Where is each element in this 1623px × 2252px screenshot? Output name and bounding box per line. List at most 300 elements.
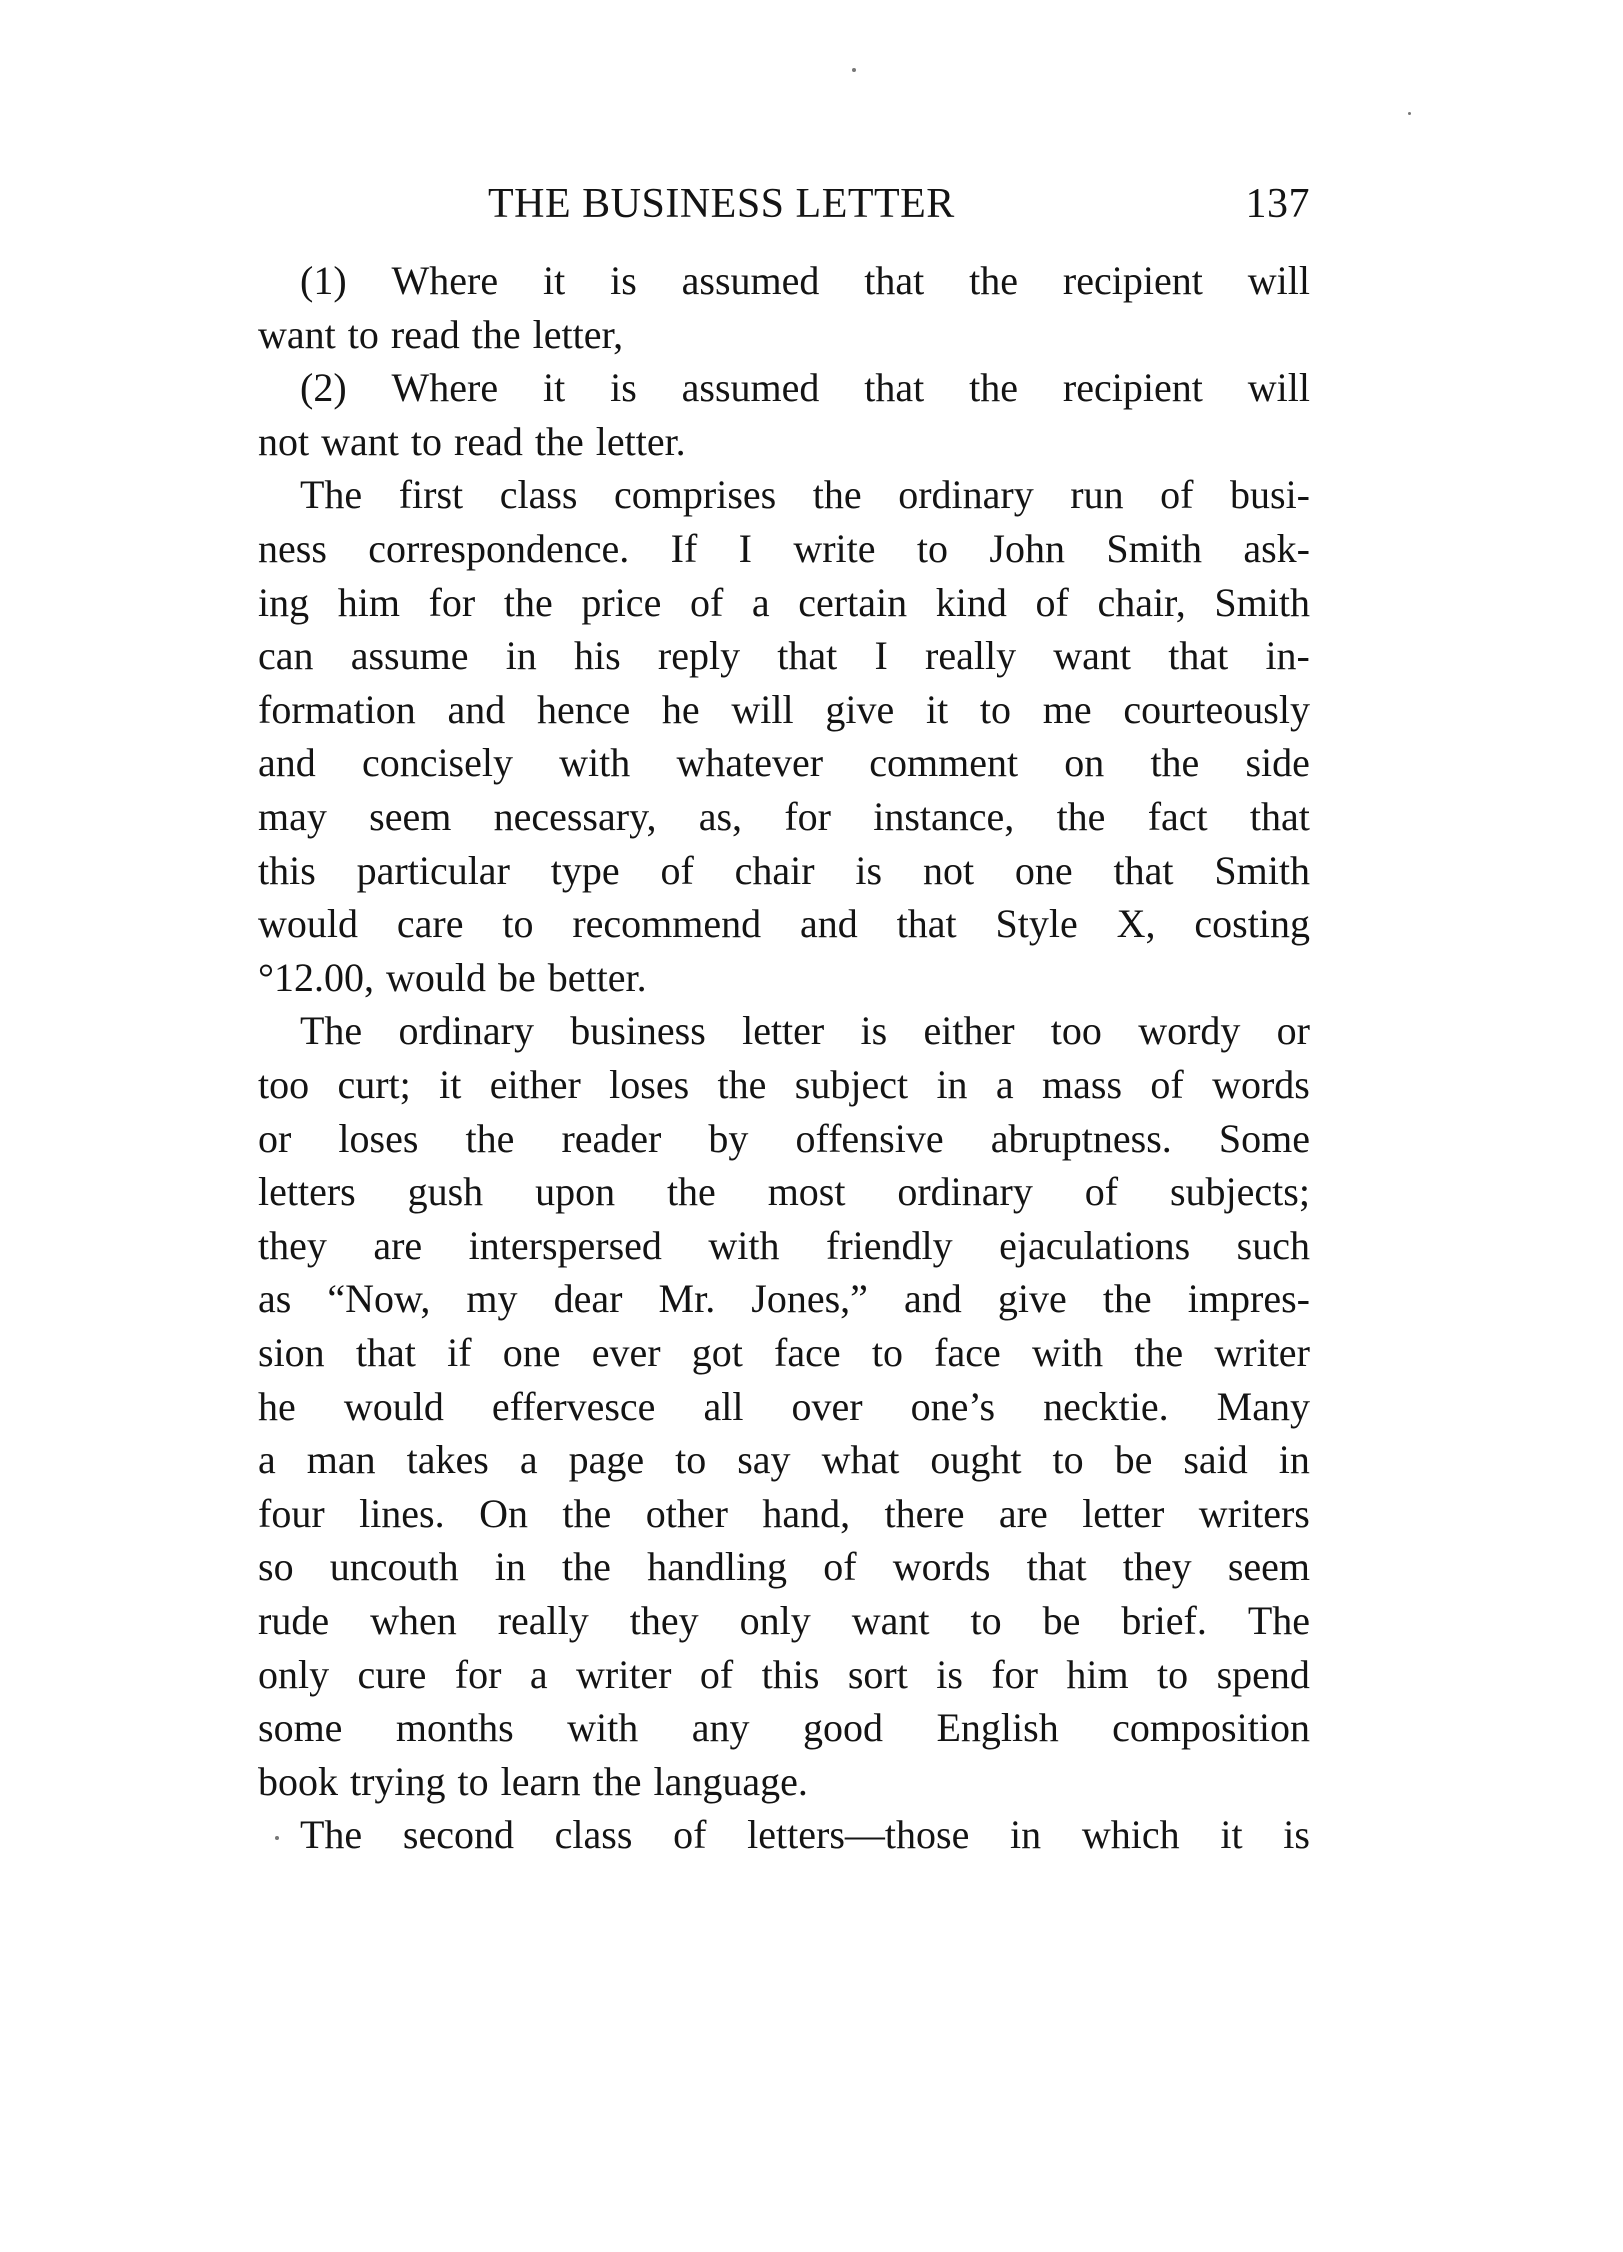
word: letters [258, 1169, 356, 1214]
word: to [871, 1330, 903, 1375]
word: The [300, 472, 363, 517]
word: page [568, 1437, 645, 1482]
word: of [699, 1652, 734, 1697]
text-line [300, 255, 1310, 307]
word: the [969, 258, 1019, 303]
word: Style [995, 901, 1078, 946]
word: some [258, 1705, 343, 1750]
word: can [258, 633, 314, 678]
word: with [708, 1223, 780, 1268]
word: seem [369, 794, 452, 839]
word: writers [1198, 1491, 1310, 1536]
word: too [258, 1062, 310, 1107]
running-header [258, 180, 1310, 240]
word: sort [847, 1652, 908, 1697]
word: (1) [300, 258, 347, 303]
word: the [1056, 794, 1106, 839]
word: the [471, 312, 521, 357]
word: handling [647, 1544, 788, 1589]
word: letter [742, 1008, 825, 1053]
word: or [258, 1116, 292, 1161]
word: the [1150, 740, 1200, 785]
word: one’s [910, 1384, 996, 1429]
word: certain [798, 580, 908, 625]
word: Jones,” [751, 1276, 868, 1321]
word: the [1102, 1276, 1152, 1321]
word: ing [258, 580, 310, 625]
word: the [465, 1116, 515, 1161]
word: X, [1116, 901, 1156, 946]
text-line [300, 1809, 1310, 1861]
word: is [610, 365, 637, 410]
word: in [494, 1544, 526, 1589]
text-line [300, 362, 1310, 414]
word: loses [338, 1116, 419, 1161]
word: said [1183, 1437, 1248, 1482]
word: costing [1194, 901, 1310, 946]
word: face [934, 1330, 1001, 1375]
word: this [258, 848, 316, 893]
word: and [800, 901, 858, 946]
word: to [675, 1437, 707, 1482]
text-line [258, 1488, 1310, 1540]
word: abruptness. [990, 1116, 1172, 1161]
word: reply [657, 633, 741, 678]
text-line [258, 416, 1310, 468]
word: really [497, 1598, 589, 1643]
word: the [592, 1759, 642, 1804]
word: the [969, 365, 1019, 410]
word: a [995, 1062, 1014, 1107]
word: wordy [1138, 1008, 1241, 1053]
word: second [402, 1812, 514, 1857]
word: learn [500, 1759, 581, 1804]
word: letter [1082, 1491, 1165, 1536]
word: months [395, 1705, 514, 1750]
word: to [457, 1759, 489, 1804]
text-line [258, 1273, 1310, 1325]
word: would [258, 901, 358, 946]
page-number: 137 [1245, 181, 1310, 227]
word: cure [357, 1652, 427, 1697]
word: that [864, 365, 925, 410]
text-line [258, 952, 1310, 1004]
word: really [925, 633, 1017, 678]
word: and [447, 687, 506, 732]
word: correspondence. [368, 526, 630, 571]
word: Smith [1214, 848, 1310, 893]
word: comment [869, 740, 1019, 785]
word: (2) [300, 365, 347, 410]
word: to [916, 526, 949, 571]
word: loses [609, 1062, 690, 1107]
word: reader [561, 1116, 662, 1161]
word: seem [1227, 1544, 1310, 1589]
word: formation [258, 687, 416, 732]
word: the [503, 580, 553, 625]
word: want [321, 419, 399, 464]
word: be [498, 955, 536, 1000]
word: composition [1112, 1705, 1310, 1750]
word: that [355, 1330, 416, 1375]
word: writer [575, 1652, 672, 1697]
word: of [823, 1544, 857, 1589]
text-line [258, 1595, 1310, 1647]
word: a [529, 1652, 548, 1697]
word: of [673, 1812, 707, 1857]
word: dear [553, 1276, 623, 1321]
word: uncouth [329, 1544, 459, 1589]
word: of [689, 580, 724, 625]
word: that [896, 901, 957, 946]
word: good [803, 1705, 883, 1750]
word: assumed [681, 258, 820, 303]
word: Some [1218, 1116, 1310, 1161]
word: lines. [359, 1491, 445, 1536]
word: subjects; [1169, 1169, 1310, 1214]
word: ought [930, 1437, 1022, 1482]
word: run [1070, 472, 1124, 517]
word: it [1220, 1812, 1243, 1857]
word: will [1247, 258, 1310, 303]
word: mass [1042, 1062, 1123, 1107]
text-line [258, 845, 1310, 897]
word: with [1031, 1330, 1104, 1375]
word: would [343, 1384, 444, 1429]
word: that [1026, 1544, 1087, 1589]
text-line [300, 469, 1310, 521]
word: most [767, 1169, 846, 1214]
word: courteously [1123, 687, 1310, 732]
word: comprises [614, 472, 777, 517]
word: say [737, 1437, 791, 1482]
word: type [550, 848, 620, 893]
word: as [258, 1276, 292, 1321]
word: such [1236, 1223, 1310, 1268]
word: all [703, 1384, 744, 1429]
word: that [777, 633, 838, 678]
word: The [1247, 1598, 1310, 1643]
word: is [855, 848, 883, 893]
word: letter. [595, 419, 686, 464]
text-line [258, 1220, 1310, 1272]
word: class [554, 1812, 633, 1857]
word: assume [350, 633, 469, 678]
word: too [1050, 1008, 1102, 1053]
text-line [258, 1434, 1310, 1486]
text-line [258, 1059, 1310, 1111]
word: for [454, 1652, 502, 1697]
word: recipient [1062, 365, 1203, 410]
word: hence [536, 687, 631, 732]
word: give [825, 687, 895, 732]
word: my [466, 1276, 518, 1321]
scan-speck [852, 68, 856, 72]
word: this [761, 1652, 820, 1697]
word: price [581, 580, 662, 625]
word: necessary, [493, 794, 657, 839]
word: one [502, 1330, 561, 1375]
word: necktie. [1043, 1384, 1169, 1429]
text-line [300, 1005, 1310, 1057]
word: is [1283, 1812, 1310, 1857]
word: to [1052, 1437, 1084, 1482]
word: for [784, 794, 831, 839]
word: will [1247, 365, 1310, 410]
word: trying [350, 1759, 446, 1804]
word: Smith [1214, 580, 1310, 625]
word: English [936, 1705, 1059, 1750]
text-line [258, 577, 1310, 629]
word: want [851, 1598, 930, 1643]
word: there [884, 1491, 965, 1536]
word: busi- [1230, 472, 1310, 517]
word: the [666, 1169, 716, 1214]
word: concisely [361, 740, 513, 785]
word: not [922, 848, 975, 893]
word: offensive [795, 1116, 944, 1161]
word: to [410, 419, 443, 464]
word: read [390, 312, 460, 357]
word: with [567, 1705, 639, 1750]
word: me [1042, 687, 1092, 732]
word: face [774, 1330, 841, 1375]
word: of [1160, 472, 1194, 517]
word: ordinary [897, 1169, 1033, 1214]
word: it [439, 1062, 462, 1107]
word: that [864, 258, 925, 303]
word: the [562, 1491, 612, 1536]
word: a [519, 1437, 538, 1482]
word: words [892, 1544, 991, 1589]
word: ever [591, 1330, 661, 1375]
word: they [629, 1598, 699, 1643]
word: The [300, 1812, 363, 1857]
word: spend [1216, 1652, 1310, 1697]
word: to [1157, 1652, 1189, 1697]
word: will [731, 687, 794, 732]
word: chair, [1097, 580, 1186, 625]
word: words [1212, 1062, 1310, 1107]
word: of [1084, 1169, 1119, 1214]
word: takes [406, 1437, 489, 1482]
word: may [258, 794, 327, 839]
word: better. [547, 955, 647, 1000]
word: it [542, 365, 566, 410]
word: when [370, 1598, 457, 1643]
word: book [258, 1759, 338, 1804]
word: only [258, 1652, 330, 1697]
word: Smith [1106, 526, 1202, 571]
word: sion [258, 1330, 325, 1375]
word: ask- [1243, 526, 1310, 571]
word: they [1122, 1544, 1192, 1589]
word: be [1114, 1437, 1153, 1482]
word: instance, [873, 794, 1015, 839]
word: his [574, 633, 621, 678]
word: curt; [337, 1062, 411, 1107]
word: On [479, 1491, 528, 1536]
word: gush [407, 1169, 484, 1214]
text-line [258, 1702, 1310, 1754]
word: to [502, 901, 534, 946]
word: first [398, 472, 464, 517]
word: what [821, 1437, 900, 1482]
word: in- [1265, 633, 1310, 678]
word: chair [734, 848, 815, 893]
word: he [258, 1384, 296, 1429]
text-line [258, 1649, 1310, 1701]
word: Where [391, 365, 499, 410]
word: in [505, 633, 537, 678]
word: read [454, 419, 523, 464]
word: business [570, 1008, 706, 1053]
word: the [534, 419, 584, 464]
text-line [258, 1756, 1310, 1808]
word: by [708, 1116, 749, 1161]
word: particular [356, 848, 510, 893]
word: subject [794, 1062, 909, 1107]
word: assumed [681, 365, 820, 410]
word: fact [1147, 794, 1208, 839]
word: be [1042, 1598, 1081, 1643]
word: a [751, 580, 770, 625]
word: letter, [532, 312, 624, 357]
scan-speck [1408, 112, 1411, 115]
word: Where [391, 258, 499, 303]
text-line [258, 898, 1310, 950]
word: that [1168, 633, 1229, 678]
word: four [258, 1491, 325, 1536]
word: is [610, 258, 637, 303]
word: so [258, 1544, 294, 1589]
word: him [337, 580, 400, 625]
word: recommend [572, 901, 762, 946]
text-line [258, 1541, 1310, 1593]
word: letters—those [747, 1812, 970, 1857]
word: the [562, 1544, 611, 1589]
word: write [793, 526, 876, 571]
word: that [1249, 794, 1310, 839]
word: for [991, 1652, 1038, 1697]
word: side [1245, 740, 1310, 785]
word: him [1066, 1652, 1129, 1697]
word: writer [1214, 1330, 1310, 1375]
word: give [997, 1276, 1067, 1321]
text-line [258, 1166, 1310, 1218]
word: The [300, 1008, 363, 1053]
word: the [1134, 1330, 1184, 1375]
word: a [258, 1437, 276, 1482]
word: if [447, 1330, 472, 1375]
word: friendly [826, 1223, 953, 1268]
word: that [1113, 848, 1174, 893]
word: and [904, 1276, 962, 1321]
text-line [258, 523, 1310, 575]
word: any [691, 1705, 750, 1750]
word: he [661, 687, 700, 732]
word: they [258, 1223, 327, 1268]
word: got [691, 1330, 743, 1375]
word: kind [935, 580, 1007, 625]
word: man [306, 1437, 376, 1482]
word: class [499, 472, 578, 517]
word: If [670, 526, 698, 571]
text-line [258, 791, 1310, 843]
word: are [373, 1223, 423, 1268]
word: not [258, 419, 310, 464]
word: want [1053, 633, 1132, 678]
word: John [989, 526, 1065, 571]
word: in [1010, 1812, 1042, 1857]
word: brief. [1121, 1598, 1207, 1643]
text-line [258, 1327, 1310, 1379]
text-line [258, 684, 1310, 736]
word: which [1081, 1812, 1180, 1857]
word: interspersed [468, 1223, 662, 1268]
word: I [738, 526, 752, 571]
word: of [1150, 1062, 1184, 1107]
word: or [1276, 1008, 1310, 1053]
word: ness [258, 526, 327, 571]
word: to [347, 312, 379, 357]
text-line [258, 1113, 1310, 1165]
word: to [970, 1598, 1002, 1643]
word: is [936, 1652, 963, 1697]
word: in [936, 1062, 968, 1107]
text-line [258, 1381, 1310, 1433]
word: over [791, 1384, 863, 1429]
word: upon [535, 1169, 616, 1214]
word: impres- [1187, 1276, 1310, 1321]
word: are [998, 1491, 1048, 1536]
word: hand, [762, 1491, 851, 1536]
word: either [489, 1062, 581, 1107]
text-line [258, 630, 1310, 682]
word: as, [698, 794, 743, 839]
running-title: THE BUSINESS LETTER [488, 181, 955, 227]
word: language. [653, 1759, 808, 1804]
word: whatever [676, 740, 824, 785]
word: recipient [1062, 258, 1203, 303]
word: of [1035, 580, 1069, 625]
word: the [717, 1062, 767, 1107]
text-line [258, 309, 1310, 361]
word: it [542, 258, 566, 303]
word: for [428, 580, 476, 625]
word: is [860, 1008, 888, 1053]
word: either [923, 1008, 1015, 1053]
word: ordinary [898, 472, 1034, 517]
word: the [812, 472, 862, 517]
word: with [559, 740, 631, 785]
word: “Now, [327, 1276, 431, 1321]
word: only [739, 1598, 811, 1643]
word: Mr. [658, 1276, 716, 1321]
word: rude [258, 1598, 330, 1643]
word: I [874, 633, 888, 678]
word: effervesce [491, 1384, 656, 1429]
word: it [925, 687, 949, 732]
word: would [386, 955, 486, 1000]
scan-speck [275, 1836, 279, 1840]
word: in [1278, 1437, 1310, 1482]
word: and [258, 740, 316, 785]
text-line [258, 737, 1310, 789]
word: Many [1216, 1384, 1310, 1429]
word: °12.00, [258, 955, 374, 1000]
word: of [660, 848, 694, 893]
